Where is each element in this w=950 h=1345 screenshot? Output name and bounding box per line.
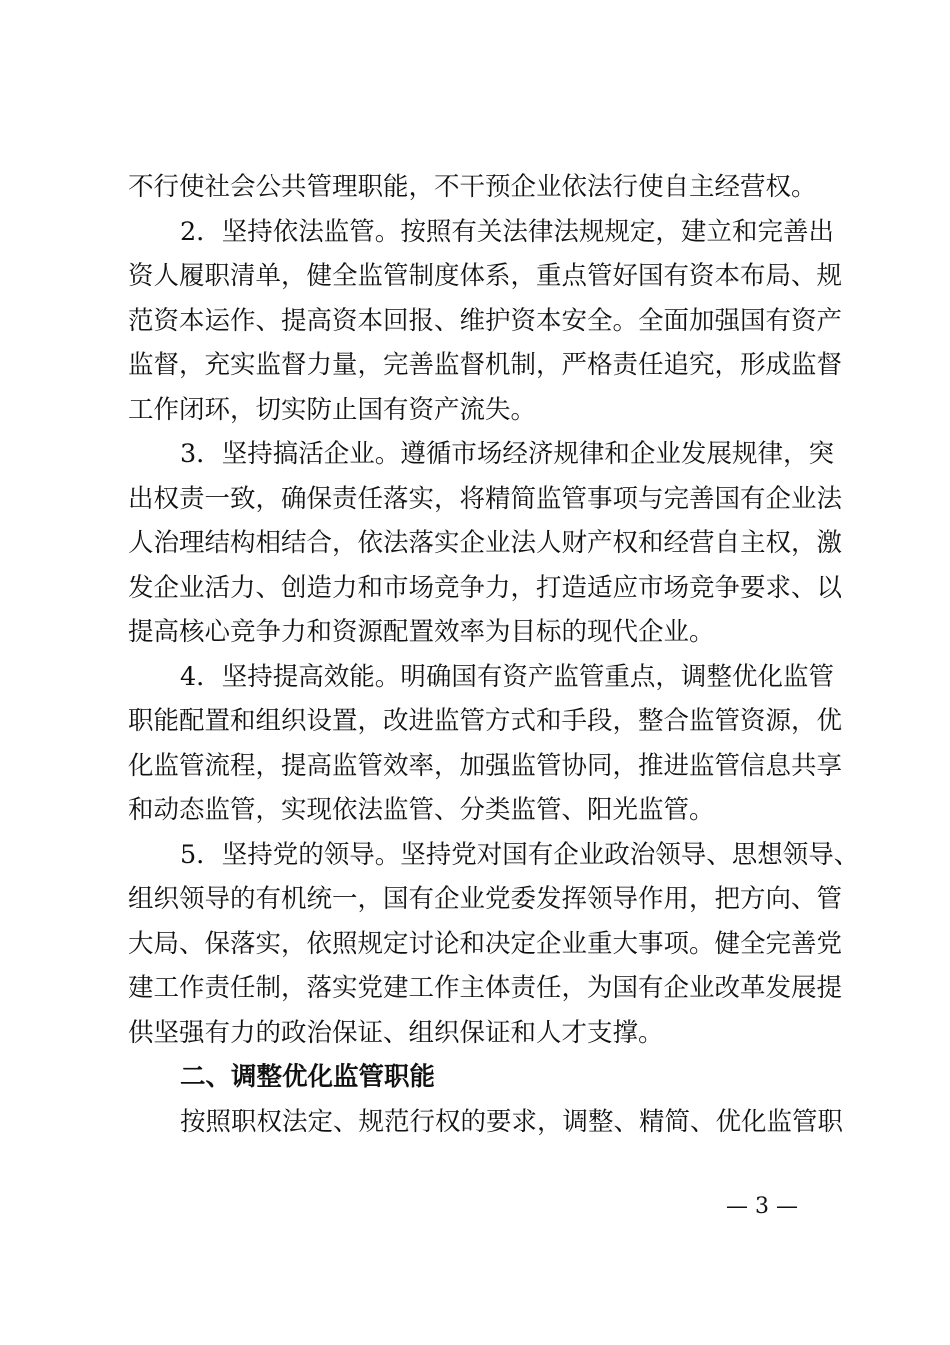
paragraph-line: 发企业活力、创造力和市场竞争力，打造适应市场竞争要求、以: [128, 572, 843, 603]
paragraph-line: 监督，充实监督力量，完善监督机制，严格责任追究，形成监督: [128, 350, 843, 380]
paragraph-line: 职能配置和组织设置，改进监管方式和手段，整合监管资源，优: [128, 706, 843, 736]
paragraph-line: 供坚强有力的政治保证、组织保证和人才支撑。: [128, 1017, 664, 1048]
paragraph-line: 和动态监管，实现依法监管、分类监管、阳光监管。: [128, 795, 715, 825]
section-heading: 二、调整优化监管职能: [180, 1062, 436, 1092]
paragraph-line: 资人履职清单，健全监管制度体系，重点管好国有资本布局、规: [128, 261, 843, 291]
paragraph-line: 2．坚持依法监管。按照有关法律法规规定，建立和完善出: [180, 216, 834, 247]
paragraph-line: 建工作责任制，落实党建工作主体责任，为国有企业改革发展提: [128, 973, 843, 1003]
paragraph-line: 提高核心竞争力和资源配置效率为目标的现代企业。: [128, 617, 715, 647]
paragraph-line: 5．坚持党的领导。坚持党对国有企业政治领导、思想领导、: [180, 839, 860, 870]
paragraph-line: 大局、保落实，依照规定讨论和决定企业重大事项。健全完善党: [128, 928, 843, 959]
paragraph-line: 工作闭环，切实防止国有资产流失。: [128, 394, 537, 425]
paragraph-line: 3．坚持搞活企业。遵循市场经济规律和企业发展规律，突: [180, 439, 834, 469]
paragraph-line: 4．坚持提高效能。明确国有资产监管重点，调整优化监管: [180, 661, 834, 692]
paragraph-line: 化监管流程，提高监管效率，加强监管协同，推进监管信息共享: [128, 750, 843, 781]
paragraph-line: 不行使社会公共管理职能，不干预企业依法行使自主经营权。: [128, 172, 817, 202]
page-number: — 3 —: [726, 1194, 798, 1219]
body-text: [128, 165, 860, 1144]
paragraph-line: 组织领导的有机统一，国有企业党委发挥领导作用，把方向、管: [128, 884, 843, 914]
paragraph-line: 人治理结构相结合，依法落实企业法人财产权和经营自主权，激: [128, 528, 843, 558]
paragraph-line: 范资本运作、提高资本回报、维护资本安全。全面加强国有资产: [128, 305, 843, 336]
paragraph-line: 按照职权法定、规范行权的要求，调整、精简、优化监管职: [180, 1106, 844, 1137]
paragraph-line: 出权责一致，确保责任落实，将精简监管事项与完善国有企业法: [128, 483, 843, 514]
